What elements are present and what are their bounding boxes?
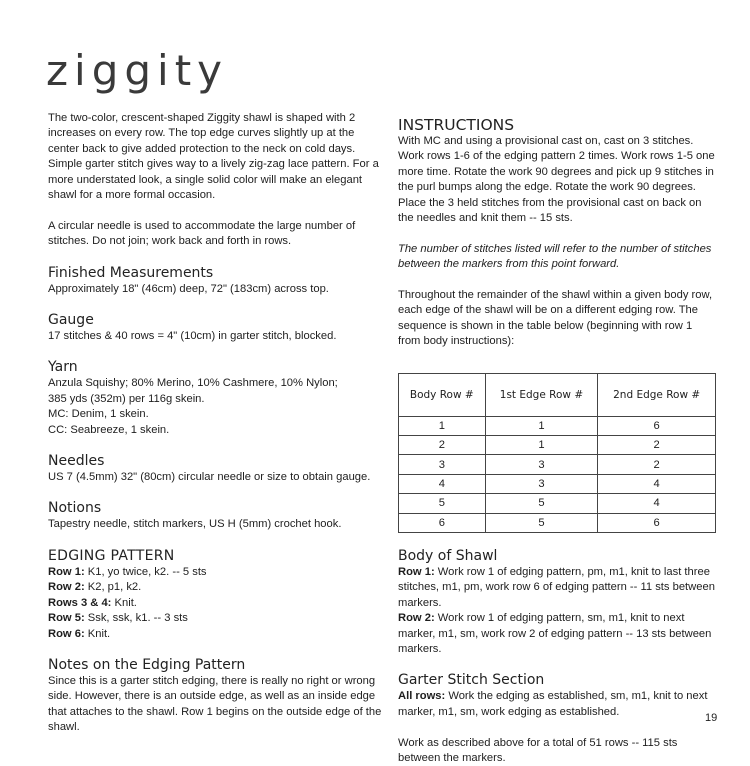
needles-text: US 7 (4.5mm) 32" (80cm) circular needle or size to obtain gauge. [48,471,371,484]
table-cell: 3 [399,455,486,474]
garter-paragraph-2: Work as described above for a total of 51 rows -- 115 sts between the markers. [398,736,678,765]
page-number: 19 [705,712,718,724]
table-cell: 1 [485,436,598,455]
needles-section [48,453,384,485]
table-cell: 3 [485,455,598,474]
edging-row [48,580,384,595]
table-cell: 2 [598,455,716,474]
yarn-line: CC: Seabreeze, 1 skein. [48,423,170,436]
table-header-first-edge: 1st Edge Row # [485,373,598,416]
right-column [398,116,716,766]
notes-section [48,657,384,736]
edging-row-text: Knit. [111,596,137,609]
table-cell: 4 [399,474,486,493]
intro-paragraph-1: The two-color, crescent-shaped Ziggity shawl is shaped with 2 increases on every row. The top edge curves slightly up at the center back to give added protection to the neck on cold days. Simple garter stitch gives way to a lively zig-zag lace pattern. For a more understated look, a single solid color will make an elegant shawl for a more formal occasion. [48,112,379,202]
table-header-body-row: Body Row # [399,373,486,416]
table-row [399,513,716,532]
garter-row-text: Work the edging as established, sm, m1, knit to next marker, m1, sm, work edging as established. [398,690,708,718]
table-cell: 1 [399,416,486,435]
gauge-heading: Gauge [48,312,94,329]
edging-row-label: Row 1: [48,565,85,578]
body-row [398,611,716,657]
finished-measurements-text: Approximately 18" (46cm) deep, 72" (183cm) across top. [48,282,329,295]
table-row [399,436,716,455]
edging-row [48,565,384,580]
table-cell: 1 [485,416,598,435]
table-header-second-edge: 2nd Edge Row # [598,373,716,416]
table-row [399,474,716,493]
table-cell: 5 [485,494,598,513]
edging-row [48,611,384,626]
edging-row-text: K2, p1, k2. [84,581,142,594]
edging-row [48,627,384,642]
notions-section [48,500,384,532]
table-cell: 6 [598,513,716,532]
table-cell: 4 [598,494,716,513]
edging-row-text: Knit. [84,627,111,640]
finished-measurements-heading: Finished Measurements [48,264,214,281]
garter-row-label: All rows: [398,690,446,703]
yarn-section [48,359,384,438]
left-column [48,111,384,736]
table-cell: 2 [399,436,486,455]
yarn-line: MC: Denim, 1 skein. [48,408,149,421]
body-of-shawl-heading: Body of Shawl [398,548,498,564]
body-of-shawl-section [398,548,716,657]
table-row [399,416,716,435]
table-cell: 6 [399,513,486,532]
instructions-paragraph-1: With MC and using a provisional cast on, cast on 3 stitches. Work rows 1-6 of the edging pattern 2 times. Work rows 1-5 one more time. Rotate the work 90 degrees and pick up 9 stitches in the purl bumps along the edge. Rotate the work 90 degrees. Place the 3 held stitches from the provisional cast on back on the needles and knit them -- 15 sts. [398,135,715,225]
garter-stitch-section [398,672,716,766]
instructions-paragraph-3: Throughout the remainder of the shawl within a given body row, each edge of the shawl will be on a different edging row. The sequence is shown in the table below (beginning with row 1 from body instructions): [398,289,713,348]
notes-heading: Notes on the Edging Pattern [48,656,246,673]
needles-heading: Needles [48,453,105,470]
body-row [398,565,716,611]
finished-measurements-section [48,265,384,297]
notes-text: Since this is a garter stitch edging, there is really no right or wrong side. However, there is an outside edge, as well as an inside edge that attaches to the shawl. Row 1 begins on the outside edge of the shawl. [48,674,382,734]
edging-row-text: Ssk, ssk, k1. -- 3 sts [84,612,188,625]
yarn-line: Anzula Squishy; 80% Merino, 10% Cashmere, 10% Nylon; [48,377,338,390]
edging-row-label: Row 2: [48,581,85,594]
body-row-text: Work row 1 of edging pattern, pm, m1, knit to last three stitches, m1, pm, work row 6 of edging pattern -- 11 sts between markers. [398,566,715,609]
edging-pattern-heading: EDGING PATTERN [48,547,175,564]
edging-row [48,596,384,611]
edging-row-label: Row 6: [48,627,85,640]
edging-row-label: Rows 3 & 4: [48,596,112,609]
garter-stitch-heading: Garter Stitch Section [398,672,545,689]
garter-all-rows [398,689,716,720]
edging-pattern-section [48,548,384,642]
instructions-paragraph-2: The number of stitches listed will refer to the number of stitches between the markers from this point forward. [398,242,712,271]
yarn-line: 385 yds (352m) per 116g skein. [48,392,205,405]
instructions-heading: INSTRUCTIONS [398,116,515,134]
notions-text: Tapestry needle, stitch markers, US H (5mm) crochet hook. [48,518,342,531]
intro-paragraph-2: A circular needle is used to accommodate the large number of stitches. Do not join; work back and forth in rows. [48,219,356,248]
gauge-section [48,312,384,344]
table-row [399,455,716,474]
page-title: ziggity [46,46,229,95]
table-cell: 3 [485,474,598,493]
body-row-label: Row 1: [398,566,435,578]
body-row-text: Work row 1 of edging pattern, sm, m1, knit to next marker, m1, sm, work row 2 of edging pattern -- 13 sts between markers. [398,612,712,656]
edge-sequence-table [398,373,716,533]
body-row-label: Row 2: [398,612,435,625]
table-cell: 5 [399,494,486,513]
table-cell: 6 [598,416,716,435]
notions-heading: Notions [48,500,102,517]
table-cell: 2 [598,436,716,455]
table-cell: 5 [485,513,598,532]
gauge-text: 17 stitches & 40 rows = 4" (10cm) in garter stitch, blocked. [48,330,337,343]
table-row [399,494,716,513]
edging-row-text: K1, yo twice, k2. -- 5 sts [84,565,207,578]
edging-row-label: Row 5: [48,612,85,625]
table-header-row [399,373,716,416]
yarn-heading: Yarn [48,359,78,376]
table-cell: 4 [598,474,716,493]
